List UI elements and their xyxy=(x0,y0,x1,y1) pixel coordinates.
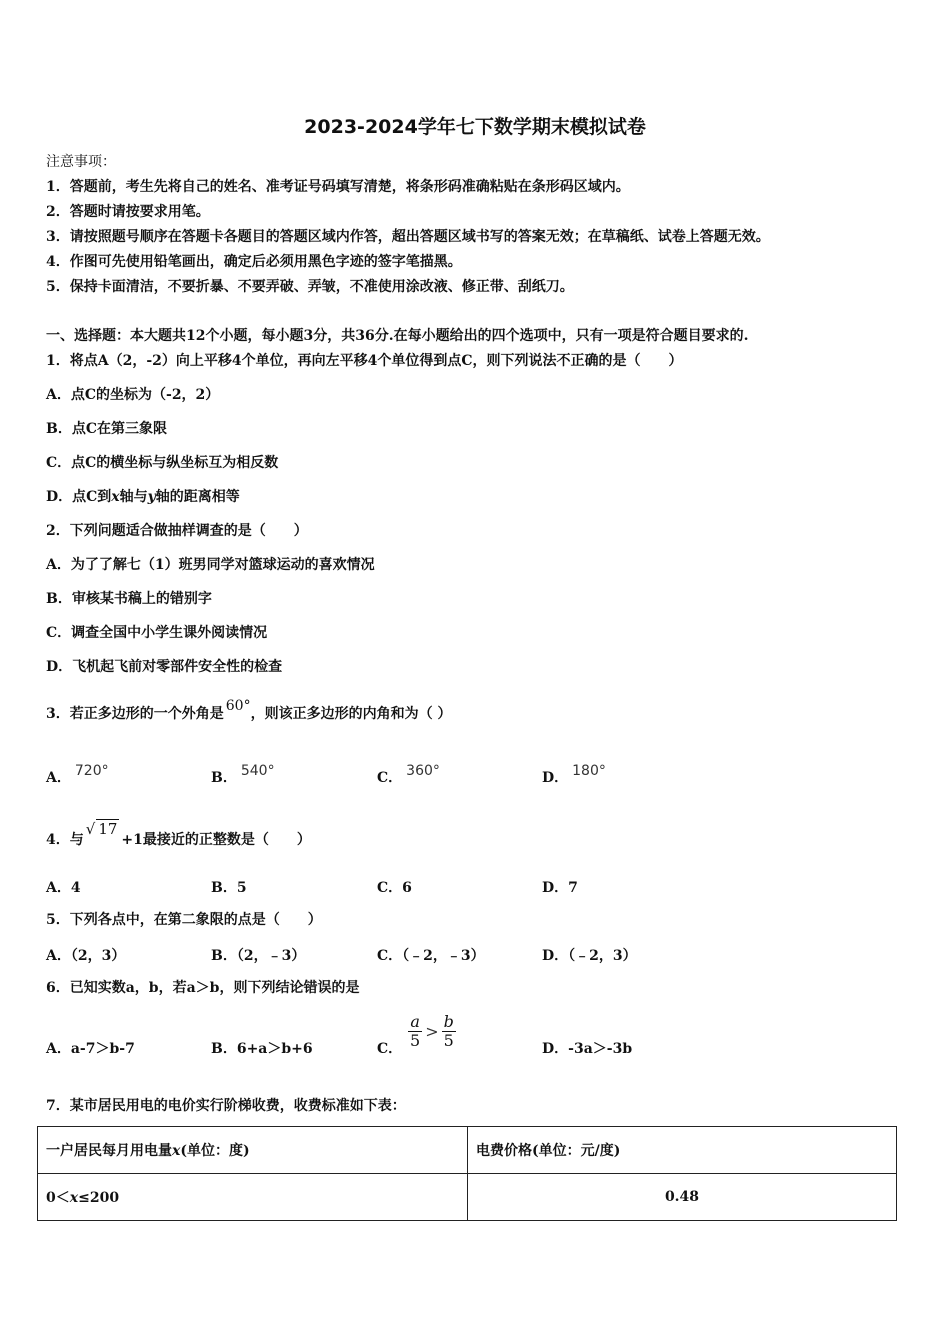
q1-d-pre: D．点C到 xyxy=(46,489,112,505)
q1-d-y: y xyxy=(147,489,156,505)
question-6-stem: 6．已知实数a，b，若a＞b，则下列结论错误的是 xyxy=(46,980,360,996)
q3-b-value: 540° xyxy=(240,763,275,779)
question-1-option-a: A．点C的坐标为（-2，2） xyxy=(46,387,220,403)
q6-option-d-label: C． xyxy=(377,1041,403,1057)
electricity-price-table xyxy=(37,1126,897,1221)
table-header-price: 电费价格(单位：元/度) xyxy=(468,1127,897,1174)
section-heading: 一、选择题：本大题共12个小题，每小题3分，共36分.在每小题给出的四个选项中，只有一项是符合题目要求的. xyxy=(46,328,749,344)
q1-d-x: x xyxy=(111,489,120,505)
question-3-options xyxy=(46,763,906,791)
q5-option-d: D．（﹣2，3） xyxy=(542,948,637,964)
q4-radicand: 17 xyxy=(98,820,118,838)
question-1-option-b: B．点C在第三象限 xyxy=(46,421,167,437)
q6-fraction-a xyxy=(408,1013,422,1050)
q3-d-label: D． xyxy=(542,770,569,786)
q6-option-b: B．6+a＞b+6 xyxy=(211,1041,313,1057)
notice-heading: 注意事项： xyxy=(46,154,116,170)
table-row xyxy=(38,1174,897,1221)
q3-d-value: 180° xyxy=(572,763,606,779)
notice-item: 4．作图可先使用铅笔画出，确定后必须用黑色字迹的签字笔描黑。 xyxy=(46,254,462,270)
q4-option-b: B．5 xyxy=(211,880,247,896)
notice-item: 5．保持卡面清洁，不要折暴、不要弄破、弄皱，不准使用涂改液、修正带、刮纸刀。 xyxy=(46,279,574,295)
question-2-stem: 2．下列问题适合做抽样调查的是（ ） xyxy=(46,523,308,539)
q3-c-label: C． xyxy=(377,770,403,786)
question-7-stem: 7．某市居民用电的电价实行阶梯收费，收费标准如下表： xyxy=(46,1098,406,1114)
question-2-option-c: C．调查全国中小学生课外阅读情况 xyxy=(46,625,268,641)
table-cell-range xyxy=(38,1174,468,1221)
q3-option-c xyxy=(377,763,440,787)
q3-stem-post: ，则该正多边形的内角和为（ ） xyxy=(250,706,452,722)
q6-option-a: A．a-7＞b-7 xyxy=(46,1041,135,1057)
h1-var: x xyxy=(172,1143,181,1159)
question-5-stem: 5．下列各点中，在第二象限的点是（ ） xyxy=(46,912,322,928)
question-5-options xyxy=(46,945,906,969)
sqrt-symbol: √ 17 xyxy=(85,820,118,838)
q3-c-value: 360° xyxy=(406,763,440,779)
question-2-option-b: B．审核某书稿上的错别字 xyxy=(46,591,212,607)
notice-item: 2．答题时请按要求用笔。 xyxy=(46,204,210,220)
q3-option-b xyxy=(211,763,275,787)
q3-option-a xyxy=(46,763,109,787)
q4-option-d: D．7 xyxy=(542,880,578,896)
q6-den-a: 5 xyxy=(410,1031,421,1050)
h1-pre: 一户居民每月用电量 xyxy=(46,1143,172,1159)
r1-post: ≤200 xyxy=(78,1190,120,1206)
question-6-options xyxy=(46,1038,906,1062)
question-1-stem: 1．将点A（2，-2）向上平移4个单位，再向左平移4个单位得到点C，则下列说法不正确的是（ ） xyxy=(46,353,683,369)
h1-post: (单位：度) xyxy=(180,1143,250,1159)
q6-fraction-b xyxy=(442,1013,456,1050)
table-header-row xyxy=(38,1127,897,1174)
q6-num-a: a xyxy=(408,1013,422,1032)
q3-b-label: B． xyxy=(211,770,237,786)
q3-a-value: 720° xyxy=(74,763,109,779)
q3-a-label: A． xyxy=(46,770,71,786)
q5-option-b: B．（2，﹣3） xyxy=(211,948,306,964)
r1-pre: 0＜ xyxy=(46,1190,70,1206)
question-2-option-a: A．为了了解七（1）班男同学对篮球运动的喜欢情况 xyxy=(46,557,375,573)
q4-option-c: C．6 xyxy=(377,880,412,896)
table-cell-price: 0.48 xyxy=(468,1174,897,1221)
q6-num-b: b xyxy=(443,1012,454,1031)
q4-stem-pre: 4．与 xyxy=(46,832,84,848)
q3-option-d xyxy=(542,763,606,787)
q5-option-c: C．（﹣2，﹣3） xyxy=(377,948,485,964)
q5-option-a: A．（2，3） xyxy=(46,948,126,964)
table-header-usage xyxy=(38,1127,468,1174)
q6-den-b: 5 xyxy=(443,1031,454,1050)
q6-option-c-fraction xyxy=(408,1013,456,1050)
q4-option-a: A．4 xyxy=(46,880,81,896)
q1-d-mid: 轴与 xyxy=(119,489,148,505)
question-3-stem xyxy=(46,698,452,723)
question-4-options xyxy=(46,877,906,901)
q3-angle: 60° xyxy=(225,698,251,714)
notice-item: 1．答题前，考生先将自己的姓名、准考证号码填写清楚，将条形码准确粘贴在条形码区域内。 xyxy=(46,179,630,195)
page-title: 2023-2024学年七下数学期末模拟试卷 xyxy=(304,116,646,138)
q4-stem-post: +1最接近的正整数是（ ） xyxy=(121,832,311,848)
question-4-stem xyxy=(46,820,311,849)
question-1-option-d xyxy=(46,488,240,506)
q6-option-d: D．-3a＞-3b xyxy=(542,1041,633,1057)
notice-item: 3．请按照题号顺序在答题卡各题目的答题区域内作答，超出答题区域书写的答案无效；在草稿纸、试卷上答题无效。 xyxy=(46,229,770,245)
q1-d-post: 轴的距离相等 xyxy=(155,489,240,505)
q3-stem-pre: 3．若正多边形的一个外角是 xyxy=(46,706,224,722)
q6-gt-sign: > xyxy=(425,1022,439,1041)
question-2-option-d: D．飞机起飞前对零部件安全性的检查 xyxy=(46,659,283,675)
r1-var: x xyxy=(69,1190,79,1206)
question-1-option-c: C．点C的横坐标与纵坐标互为相反数 xyxy=(46,455,279,471)
